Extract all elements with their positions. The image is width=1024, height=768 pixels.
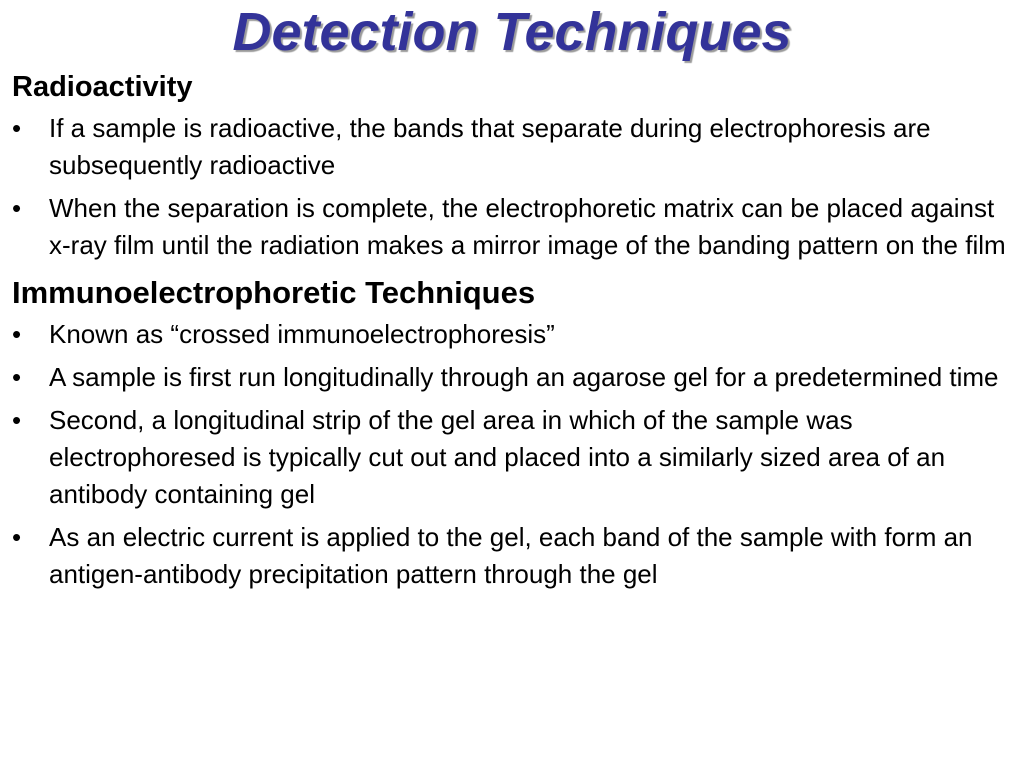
bullet-text: As an electric current is applied to the gel, each band of the sample with form an antigen-antibody precipitation pattern through the gel <box>49 522 973 589</box>
bullet-icon: • <box>12 362 22 392</box>
bullet-text: Second, a longitudinal strip of the gel area in which of the sample was electrophoresed is typically cut out and placed into a similarly sized area of an antibody containing gel <box>49 405 946 509</box>
bullet-item <box>12 190 1020 264</box>
section-heading-immunoelectrophoretic: Immunoelectrophoretic Techniques <box>12 275 536 310</box>
bullet-text: If a sample is radioactive, the bands that separate during electrophoresis are subsequently radioactive <box>49 113 931 180</box>
immunoelectrophoretic-bullet-list <box>12 316 1020 593</box>
bullet-item <box>12 110 1020 184</box>
slide-title: Detection Techniques <box>232 2 792 62</box>
bullet-item <box>12 316 1020 353</box>
bullet-icon: • <box>12 113 22 143</box>
bullet-text: When the separation is complete, the electrophoretic matrix can be placed against x-ray film until the radiation makes a mirror image of the banding pattern on the film <box>49 193 1006 260</box>
bullet-text: Known as “crossed immunoelectrophoresis” <box>49 319 555 349</box>
slide-body <box>12 68 1020 599</box>
section-heading-radioactivity: Radioactivity <box>12 71 193 103</box>
bullet-icon: • <box>12 193 22 223</box>
bullet-text: A sample is first run longitudinally through an agarose gel for a predetermined time <box>49 362 999 392</box>
bullet-icon: • <box>12 522 22 552</box>
bullet-item <box>12 402 1020 513</box>
bullet-item <box>12 359 1020 396</box>
bullet-item <box>12 519 1020 593</box>
radioactivity-bullet-list <box>12 110 1020 264</box>
bullet-icon: • <box>12 319 22 349</box>
bullet-icon: • <box>12 405 22 435</box>
